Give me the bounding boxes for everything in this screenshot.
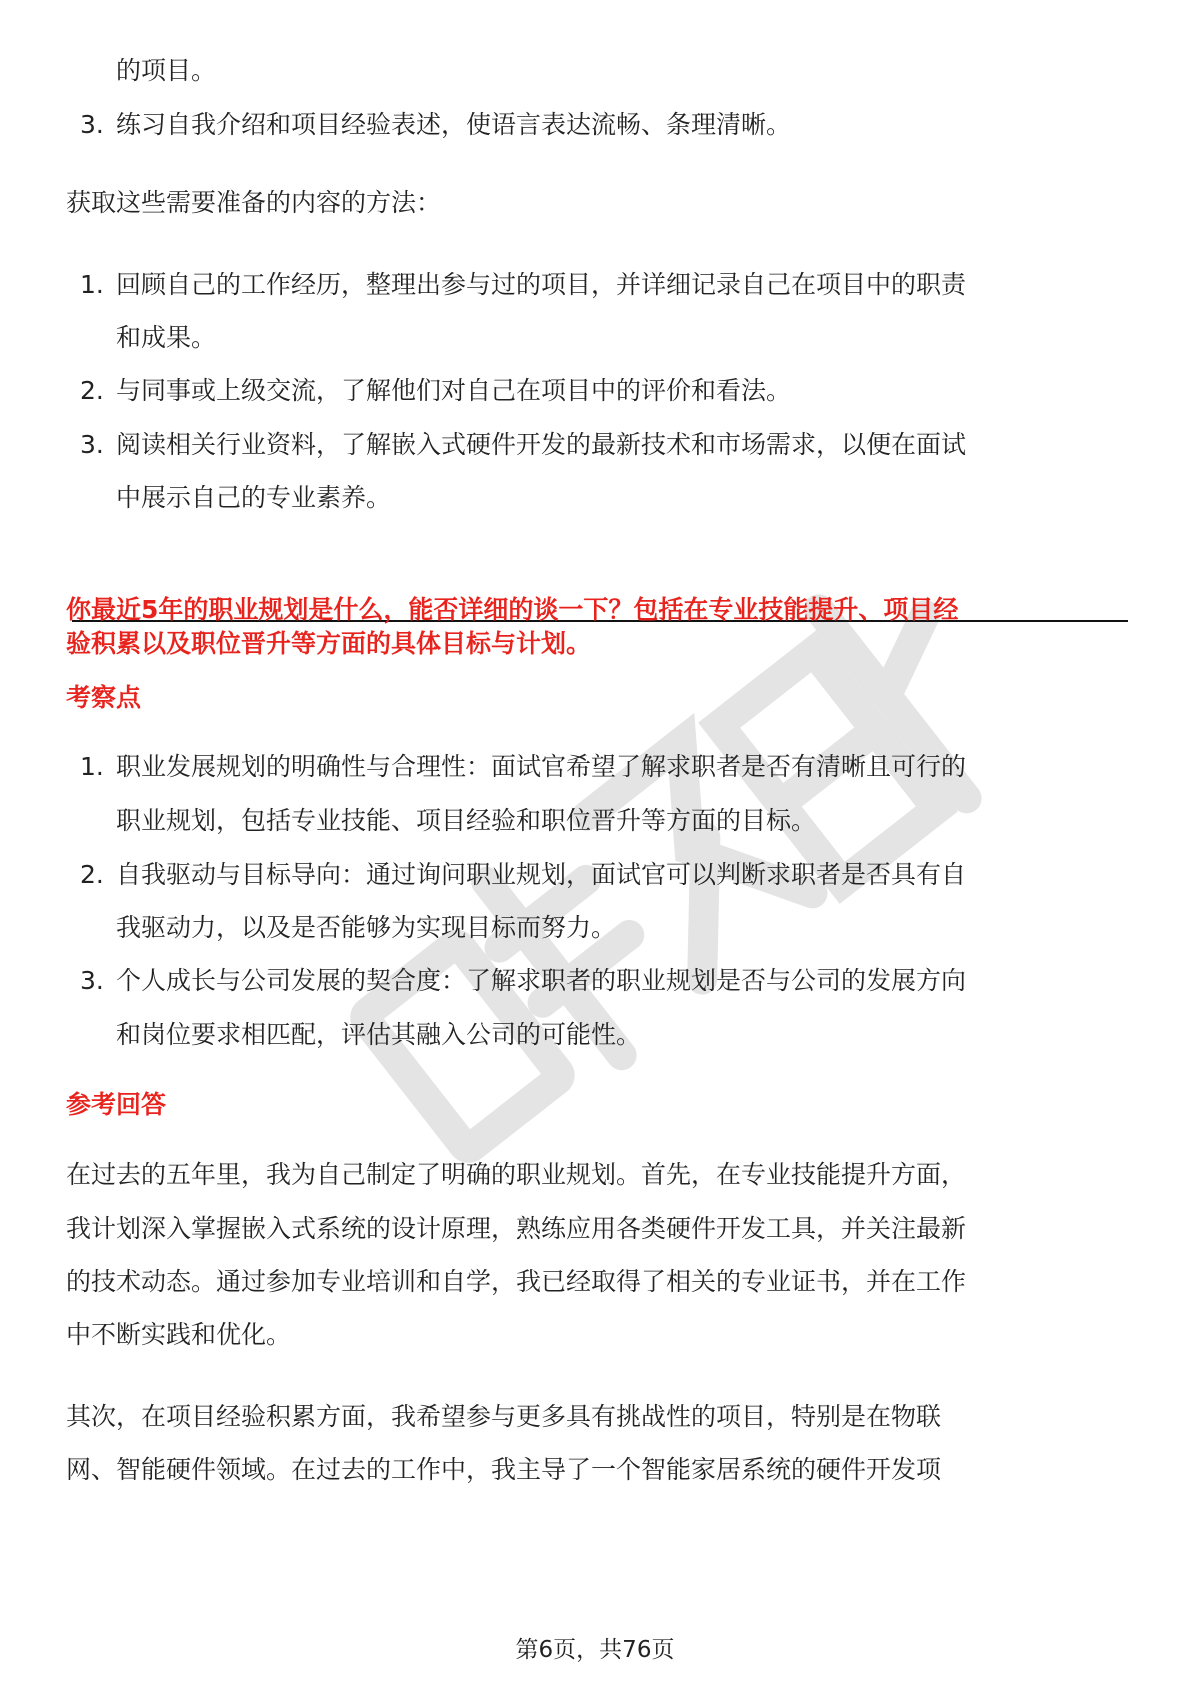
- list-item-text: 自我驱动与目标导向：通过询问职业规划，面试官可以判断求职者是否具有自: [116, 860, 967, 889]
- list-item-text: 和成果。: [116, 323, 217, 352]
- list-item-text: 职业规划，包括专业技能、项目经验和职位晋升等方面的目标。: [116, 806, 817, 835]
- list-item-text: 我驱动力，以及是否能够为实现目标而努力。: [116, 913, 617, 942]
- paragraph-line: 的技术动态。通过参加专业培训和自学，我已经取得了相关的专业证书，并在工作: [66, 1267, 967, 1296]
- list-number: 3.: [80, 966, 104, 995]
- list-item-text: 阅读相关行业资料，了解嵌入式硬件开发的最新技术和市场需求，以便在面试: [116, 430, 967, 459]
- paragraph-line: 网、智能硬件领域。在过去的工作中，我主导了一个智能家居系统的硬件开发项: [66, 1455, 942, 1484]
- question-title: 验积累以及职位晋升等方面的具体目标与计划。: [66, 629, 592, 658]
- list-item-text: 练习自我介绍和项目经验表述，使语言表达流畅、条理清晰。: [116, 110, 792, 139]
- list-item-text: 职业发展规划的明确性与合理性：面试官希望了解求职者是否有清晰且可行的: [116, 752, 967, 781]
- list-number: 2.: [80, 376, 104, 405]
- paragraph-line: 其次，在项目经验积累方面，我希望参与更多具有挑战性的项目，特别是在物联: [66, 1402, 942, 1431]
- list-item-text: 和岗位要求相匹配，评估其融入公司的可能性。: [116, 1020, 642, 1049]
- list-number: 2.: [80, 860, 104, 889]
- methods-heading: 获取这些需要准备的内容的方法：: [66, 188, 442, 217]
- list-number: 3.: [80, 110, 104, 139]
- paragraph-line: 我计划深入掌握嵌入式系统的设计原理，熟练应用各类硬件开发工具，并关注最新: [66, 1214, 967, 1243]
- list-item-text: 个人成长与公司发展的契合度：了解求职者的职业规划是否与公司的发展方向: [116, 966, 967, 995]
- list-item-text: 回顾自己的工作经历，整理出参与过的项目，并详细记录自己在项目中的职责: [116, 270, 967, 299]
- list-item-text: 中展示自己的专业素养。: [116, 483, 392, 512]
- page-number-footer: 第6页，共76页: [515, 1637, 675, 1663]
- list-number: 3.: [80, 430, 104, 459]
- list-item-continuation: 的项目。: [116, 56, 217, 85]
- list-number: 1.: [80, 752, 104, 781]
- paragraph-line: 在过去的五年里，我为自己制定了明确的职业规划。首先，在专业技能提升方面，: [66, 1160, 967, 1189]
- answer-heading: 参考回答: [66, 1090, 167, 1119]
- list-number: 1.: [80, 270, 104, 299]
- paragraph-line: 中不断实践和优化。: [66, 1320, 292, 1349]
- focus-heading: 考察点: [66, 683, 142, 712]
- list-item-text: 与同事或上级交流，了解他们对自己在项目中的评价和看法。: [116, 376, 792, 405]
- question-title: 你最近5年的职业规划是什么，能否详细的谈一下？包括在专业技能提升、项目经: [66, 595, 959, 624]
